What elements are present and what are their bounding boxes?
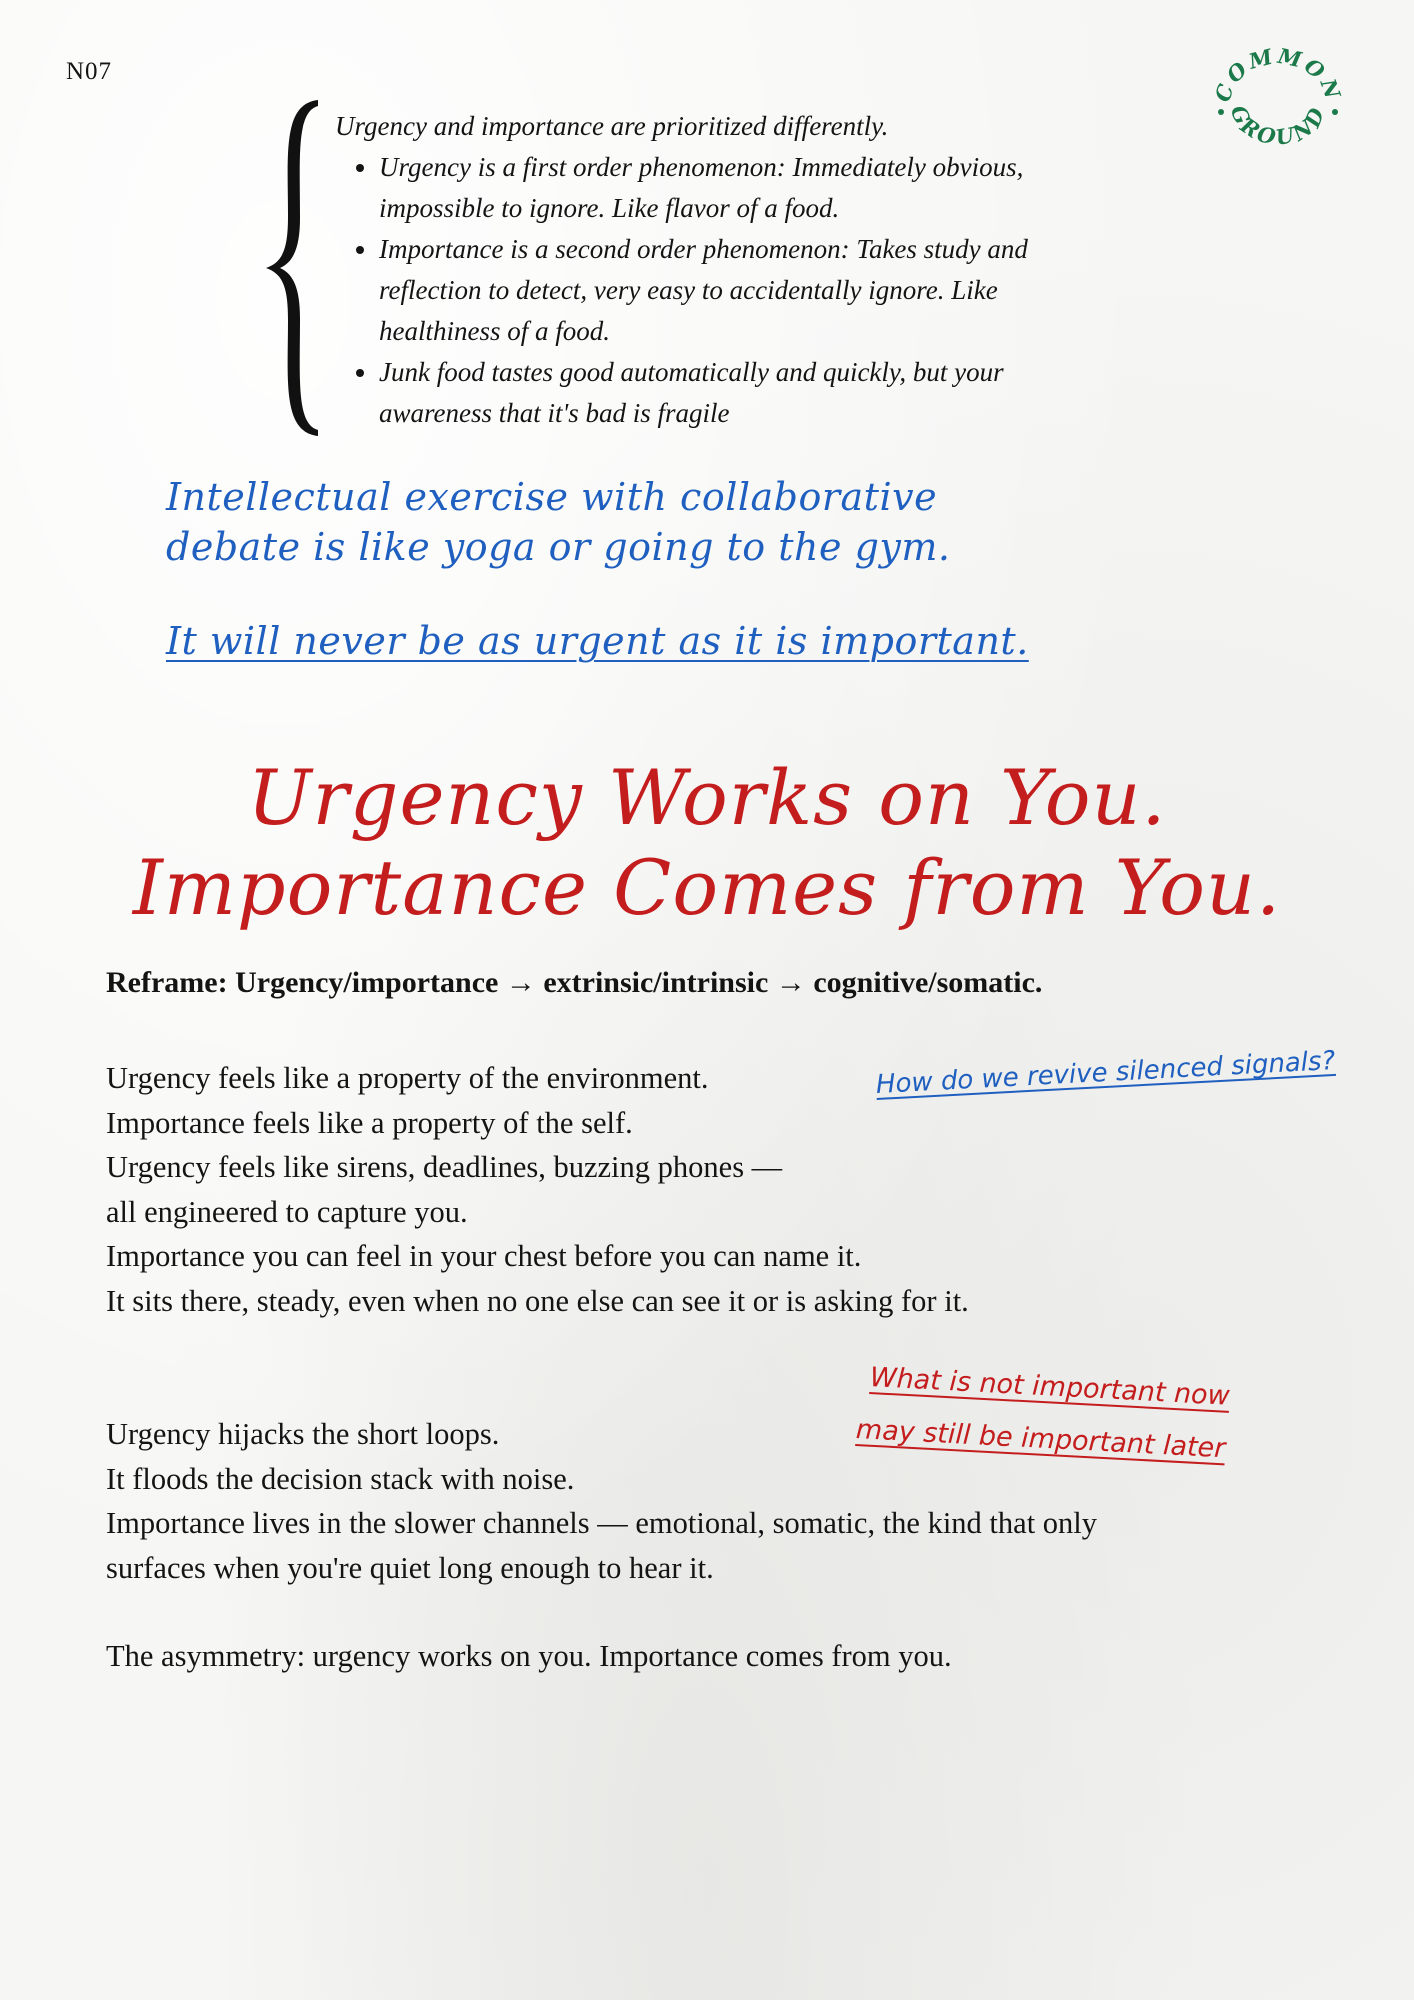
curly-brace-icon — [262, 96, 326, 440]
text-line: Importance lives in the slower channels — emotional, somatic, the kind that only — [106, 1506, 1098, 1540]
text-line: Urgency hijacks the short loops. — [106, 1417, 500, 1451]
headline-line-2: Importance Comes from You. — [132, 843, 1282, 932]
text-line: Importance you can feel in your chest before you can name it. — [106, 1239, 862, 1273]
handwritten-note-urgent: It will never be as urgent as it is important. — [166, 619, 1029, 663]
paragraph-environment-self — [106, 1056, 1336, 1323]
text-line: Urgency feels like sirens, deadlines, buzzing phones — — [106, 1150, 783, 1184]
common-ground-logo — [1208, 42, 1348, 152]
quote-bullet: • Urgency is a first order phenomenon: Immediately obvious, impossible to ignore. Like flavor of a food. — [379, 147, 1115, 229]
handwritten-red-note-line-2: may still be important later — [855, 1414, 1227, 1465]
page-number: N07 — [66, 58, 113, 85]
reframe-statement: Reframe: Urgency/importance → extrinsic/intrinsic → cognitive/somatic. — [106, 966, 1043, 999]
text-line: It sits there, steady, even when no one else can see it or is asking for it. — [106, 1283, 969, 1318]
logo-text-top: COMMON — [1209, 42, 1347, 105]
quote-intro: Urgency and importance are prioritized differently. — [335, 111, 889, 141]
handwritten-red-note-line-1: What is not important now — [869, 1362, 1231, 1412]
text-line: The asymmetry: urgency works on you. Importance comes from you. — [106, 1639, 952, 1673]
quote-bullet: • Junk food tastes good automatically and quickly, but your awareness that it's bad is fragile — [379, 352, 1115, 434]
paragraph-asymmetry — [106, 1634, 1336, 1679]
handwritten-side-note-signals: How do we revive silenced signals? — [875, 1045, 1337, 1100]
paragraph-short-loops — [106, 1412, 1336, 1590]
text-line: Importance feels like a property of the self. — [106, 1105, 633, 1140]
headline-line-1: Urgency Works on You. — [247, 753, 1167, 842]
quote-bullet-list — [335, 147, 1115, 434]
text-line: all engineered to capture you. — [106, 1194, 468, 1229]
svg-text:COMMON — [1210, 43, 1347, 105]
text-line: surfaces when you're quiet long enough to hear it. — [106, 1550, 714, 1585]
quote-bullet: • Importance is a second order phenomenon: Takes study and reflection to detect, very easy to accidentally ignore. Like healthiness of a food. — [379, 229, 1115, 352]
handwritten-note-gym: Intellectual exercise with collaborative debate is like yoga or going to the gym. — [166, 475, 951, 569]
svg-text:GROUND — [1226, 102, 1331, 150]
text-line: Urgency feels like a property of the environment. — [106, 1061, 709, 1095]
quote-block — [335, 106, 1115, 434]
text-line: It floods the decision stack with noise. — [106, 1461, 575, 1496]
logo-text-bottom: GROUND — [1225, 101, 1331, 150]
